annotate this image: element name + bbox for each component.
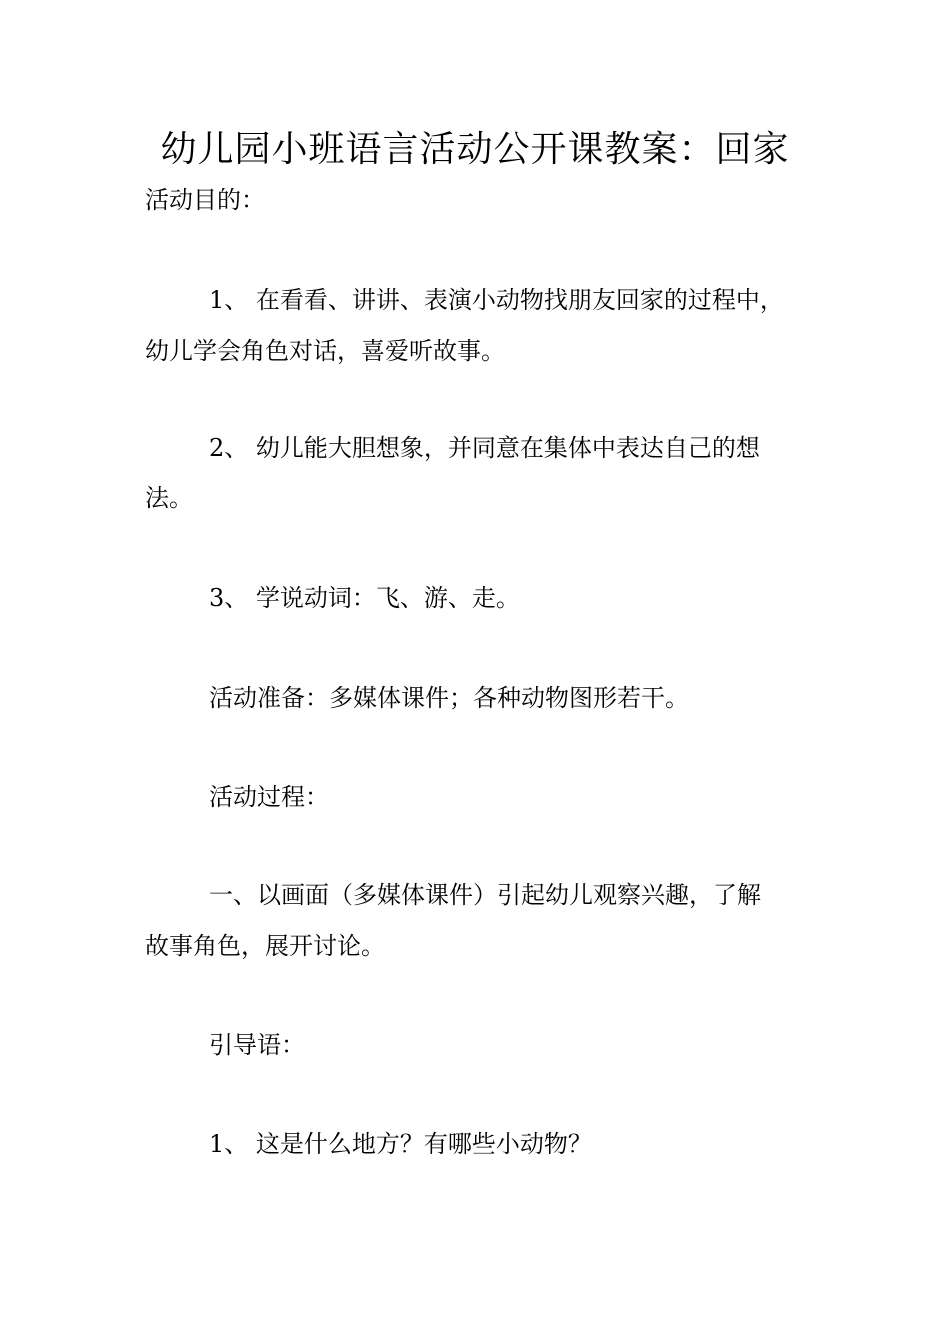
goal-1-line-1: 1、 在看看、讲讲、表演小动物找朋友回家的过程中， bbox=[209, 286, 784, 314]
step-1-line-2: 故事角色，展开讨论。 bbox=[145, 932, 385, 960]
goal-1-line-2: 幼儿学会角色对话，喜爱听故事。 bbox=[145, 337, 505, 365]
guide-heading: 引导语： bbox=[209, 1031, 305, 1059]
activity-preparation: 活动准备：多媒体课件；各种动物图形若干。 bbox=[209, 684, 689, 712]
goal-2-line-2: 法。 bbox=[145, 484, 193, 512]
goal-2-line-1: 2、 幼儿能大胆想象，并同意在集体中表达自己的想 bbox=[209, 434, 760, 462]
document-title: 幼儿园小班语言活动公开课教案：回家 bbox=[160, 129, 790, 170]
heading-activity-goal: 活动目的： bbox=[145, 186, 265, 214]
question-1: 1、 这是什么地方？有哪些小动物？ bbox=[209, 1130, 592, 1158]
goal-3: 3、 学说动词：飞、游、走。 bbox=[209, 584, 520, 612]
heading-activity-process: 活动过程： bbox=[209, 783, 329, 811]
step-1-line-1: 一、以画面（多媒体课件）引起幼儿观察兴趣，了解 bbox=[209, 881, 761, 909]
